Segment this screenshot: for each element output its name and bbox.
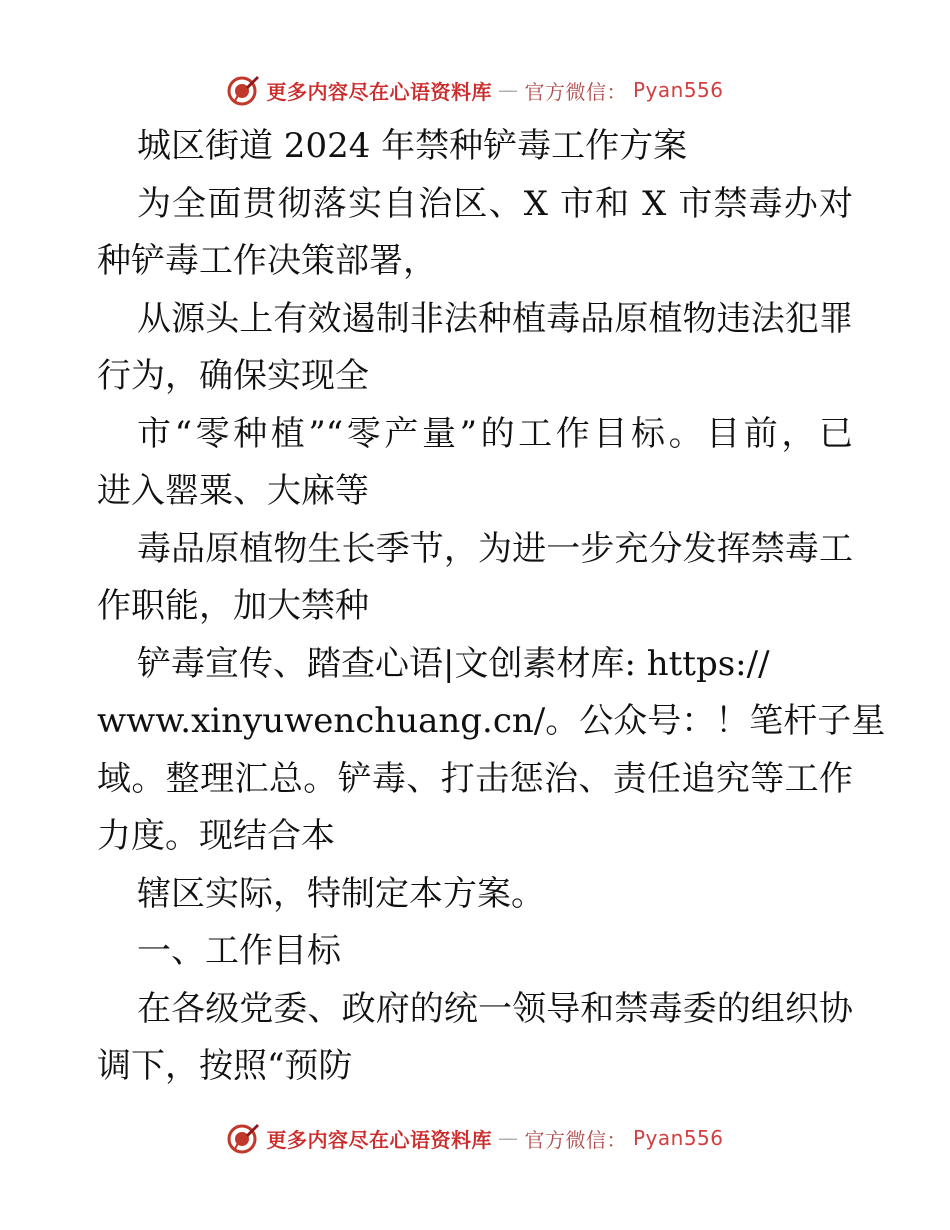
text-line: 从源头上有效遏制非法种植毒品原植物违法犯罪 <box>137 298 853 339</box>
pen-logo-icon <box>226 1121 260 1155</box>
text-line: 作职能，加大禁种 <box>97 586 369 626</box>
header-watermark-banner <box>0 70 950 110</box>
banner-wechat-label: 官方微信： <box>524 1127 627 1152</box>
banner-separator: — <box>497 1126 519 1150</box>
document-body <box>97 118 886 1096</box>
text-line: 调下，按照“预防 <box>97 1046 353 1086</box>
text-line: 进入罂粟、大麻等 <box>97 471 369 511</box>
text-line: 铲毒宣传、踏查心语|文创素材库: https:// <box>137 643 770 684</box>
text-line: 辖区实际，特制定本方案。 <box>137 873 545 914</box>
section-heading: 一、工作目标 <box>137 931 341 971</box>
text-line: 力度。现结合本 <box>97 816 335 856</box>
text-line: 毒品原植物生长季节，为进一步充分发挥禁毒工 <box>137 528 853 569</box>
footer-watermark-banner <box>0 1118 950 1158</box>
banner-wechat-label: 官方微信： <box>524 79 627 104</box>
banner-main-text: 更多内容尽在心语资料库 <box>266 79 492 104</box>
banner-separator: — <box>497 78 519 102</box>
banner-account: Pyan556 <box>632 1126 724 1150</box>
text-line: 种铲毒工作决策部署， <box>97 241 437 281</box>
pen-logo-icon <box>226 73 260 107</box>
banner-account: Pyan556 <box>632 78 724 102</box>
text-line: www.xinyuwenchuang.cn/。公众号：！笔杆子星 <box>97 701 886 741</box>
text-line: 在各级党委、政府的统一领导和禁毒委的组织协 <box>137 988 853 1029</box>
document-title: 城区街道 2024 年禁种铲毒工作方案 <box>137 126 688 166</box>
text-line: 行为，确保实现全 <box>97 356 369 396</box>
text-line: 市“零种植”“零产量”的工作目标。目前，已 <box>137 413 853 454</box>
text-line: 为全面贯彻落实自治区、X 市和 X 市禁毒办对 <box>137 183 853 224</box>
text-line: 域。整理汇总。铲毒、打击惩治、责任追究等工作 <box>97 758 853 799</box>
banner-main-text: 更多内容尽在心语资料库 <box>266 1127 492 1152</box>
